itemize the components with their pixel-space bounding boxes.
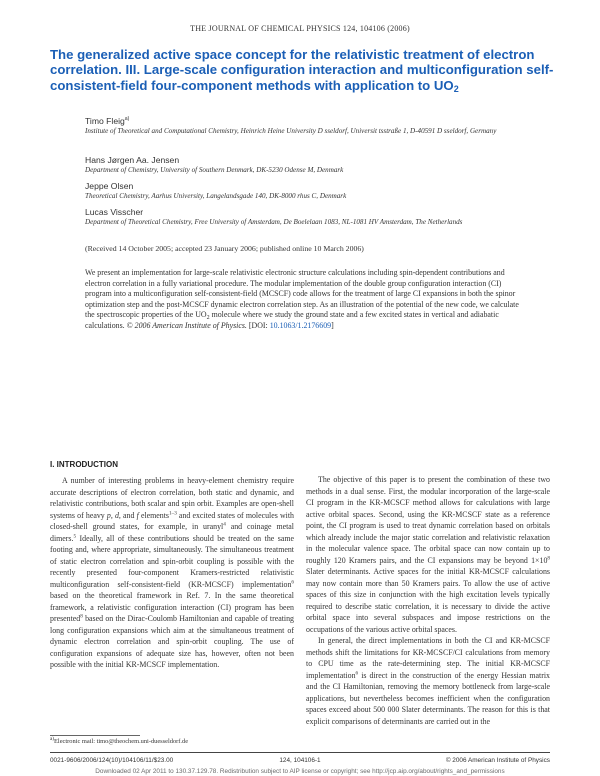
copyright-notice: © 2006 American Institute of Physics. [126,320,247,330]
received-dates: (Received 14 October 2005; accepted 23 January 2006; published online 10 March 2006) [85,244,364,253]
abstract: We present an implementation for large-scale relativistic electronic structure calculations including spin-dependent contributions and electron correlation in a fully variational procedure. The modular implementation of the double group configuration interaction (CI) program into a multiconfiguration self-consistent-field (MCSCF) code allows for the treatment of large CI expansions in both the spinor optimization step and the post-MCSCF dynamic electron correlation step. As an illustration of the potential of the new code, we calculate the spectroscopic properties of the $UO_2$ molecule where we study the ground state and a few excited states in vertical and adiabatic calculations. © 2006 American Institute of Physics. [DOI: 10.1063/1.2176609] [85,268,519,330]
article-title [50,47,570,93]
journal-header: THE JOURNAL OF CHEMICAL PHYSICS 124, 104106 (2006) [190,24,410,33]
doi-link[interactable]: 10.1063/1.2176609 [269,320,332,330]
body-paragraph: In general, the direct implementations in both the CI and KR-MCSCF methods shift the limitations for KR-MCSCF/CI calculations from memory to CPU time as the rate-determining step. The initial KR-MCSCF implementation$^6$ is direct in the construction of the energy Hessian matrix and the CI Hamiltonian, removing the memory bottleneck from large-scale applications, but nevertheless becomes inefficient when the configuration spaces exceed about 500 000 Slater determinants. The reason for this is that explicit comparisons of determinants are carried out in the [306,636,550,726]
author-name: Timo Fleig$^{a)}$ [85,116,130,126]
footer-divider [50,752,550,753]
body-paragraph: The objective of this paper is to present the combination of these two methods in a dual sense. First, the modular incorporation of the large-scale CI program in the KR-MCSCF method allows for calculations with large active orbital spaces. Second, using the KR-MCSCF state as a reference point, the CI program is used to treat dynamic correlation based on orbitals which already include the major static correlation and relativistic relaxation in the molecular valence space. The orbital space can now contain up to roughly 120 Kramers pairs, and the CI expansions may be beyond $1\times 10^8$ Slater determinants. Active spaces for the initial KR-MCSCF calculations may now contain more than 50 Kramers pairs. To allow the use of active spaces of this size in conjunction with the high excitation levels typically required to describe static correlation, it is necessary to divide the active orbital space into several subspaces and impose restrictions on the occupations of the various active orbital spaces. [306,475,550,634]
reference-link[interactable]: 1–3 [169,509,177,516]
reference-link[interactable]: 4 [223,521,226,528]
footnote: $^{a)}$Electronic mail: timo@theochem.uni-duesseldorf.de [50,735,189,745]
author-affiliation: Department of Chemistry, University of Southern Denmark, DK-5230 Odense M, Denmark [85,166,344,174]
footnote-divider [50,735,140,736]
right-column [306,474,550,727]
reference-link[interactable]: 8 [80,613,83,620]
footer-page-number: 124, 104106-1 [279,757,321,764]
reference-link[interactable]: 6 [355,669,359,676]
author-affiliation: Department of Theoretical Chemistry, Free University of Amsterdam, De Boelelaan 1083, NL-1081 HV Amsterdam, The Netherlands [85,218,463,226]
author-affiliation: Institute of Theoretical and Computational Chemistry, Heinrich Heine University D sseldorf, Universit tsstraße 1, D-40591 D sseldorf, Germany [85,127,497,135]
intro-paragraph: A number of interesting problems in heavy-element chemistry require accurate descriptions of electron correlation, both static and dynamic, and relativistic contributions, both scalar and spin orbit. Examples are open-shell systems of heavy p, d, and f elements$^{1-3}$ and excited states of molecules with closed-shell ground states, for example, in uranyl$^4$ and coinage metal dimers.$^5$ Ideally, all of these contributions should be treated on the same footing and, where appropriate, simultaneously. The simultaneous treatment of static electron correlation and spin-orbit coupling is possible with the recently presented four-component Kramers-restricted relativistic multiconfiguration self-consistent-field (KR-MCSCF) implementation$^6$ based on the theoretical framework in Ref. 7. In the same theoretical framework, a relativistic configuration interaction (CI) program has been presented$^8$ based on the Dirac-Coulomb Hamiltonian and capable of treating long configuration expansions which aim at the simultaneous treatment of dynamic electron correlation and spin-orbit coupling. The use of configuration expansions of adequate size has, however, often not been possible with the initial KR-MCSCF implementation. [50,476,295,669]
reference-link[interactable]: 6 [291,578,294,585]
download-notice: Downloaded 02 Apr 2011 to 130.37.129.78. Redistribution subject to AIP license or copyright; see http://jcp.aip.org/about/rights_and_permissions [95,768,505,775]
footer-copyright: © 2006 American Institute of Physics [445,757,550,764]
author-footnote-mark: a) [124,116,130,123]
author-name: Jeppe Olsen [85,181,134,191]
reference-link[interactable]: 5 [73,532,77,539]
author-name: Lucas Visscher [85,207,144,217]
left-column [50,475,294,671]
footer-issn: 0021-9606/2006/124(10)/104106/11/$23.00 [50,757,174,764]
article-title-text: The generalized active space concept for the relativistic treatment of electron correlation. III. Large-scale configuration interaction and multiconfiguration self-consistent-field four-component methods with application to UO [50,47,554,93]
section-heading: I. INTRODUCTION [50,460,118,469]
author-affiliation: Theoretical Chemistry, Aarhus University, Langelandsgade 140, DK-8000 rhus C, Denmark [85,192,347,200]
author-name: Hans Jørgen Aa. Jensen [85,155,180,165]
title-subscript: 2 [453,83,459,94]
